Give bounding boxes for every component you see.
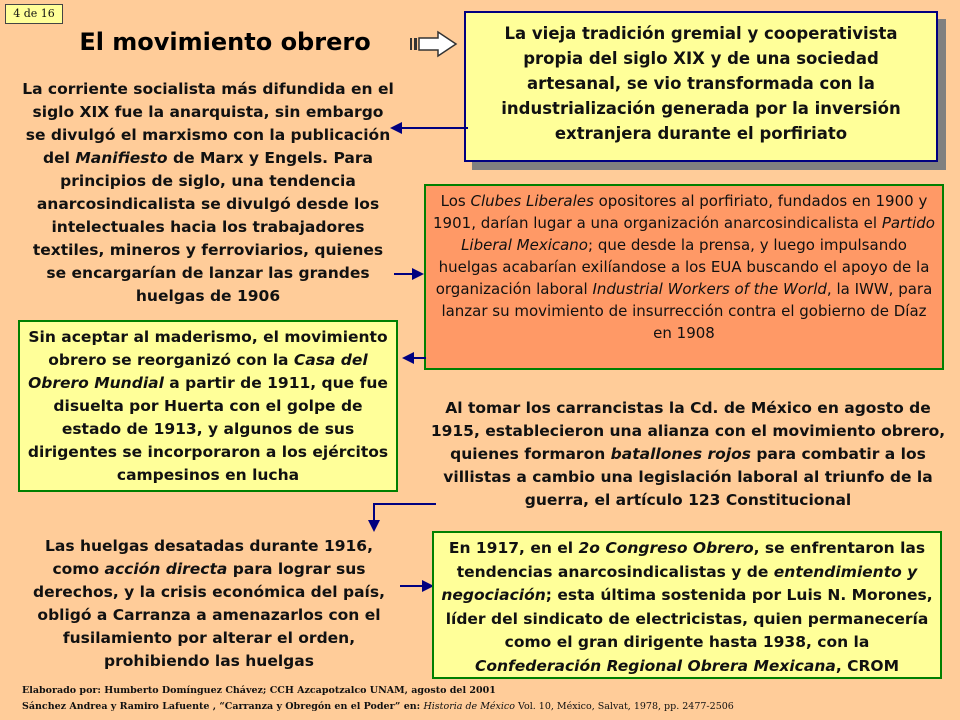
text-part: , CROM	[835, 656, 900, 675]
carrancistas-alliance-text	[428, 397, 948, 512]
arrow-down-icon	[360, 496, 440, 536]
arrow-left-icon	[388, 116, 470, 140]
text-italic: Historia de México	[423, 701, 515, 712]
text-part: En 1917, en el	[448, 539, 579, 557]
page-title: El movimiento obrero	[79, 28, 371, 56]
lead-box: La vieja tradición gremial y cooperativista propia del siglo XIX y de una sociedad artesanal, se vio transformada con la industrialización generada por la inversión extranjera durante el porfiriato	[464, 11, 938, 162]
text-part: Las huelgas desatadas durante 1916, como	[45, 537, 373, 578]
text-part: a partir de 1911, que fue disuelta por Huerta con el golpe de estado de 1913, y algunos de sus dirigentes se incorporaron a los ejércitos campesinos en lucha	[27, 374, 389, 484]
arrow-right-icon	[392, 262, 426, 286]
text-part: ; que desde la prensa, y luego impulsando huelgas acabarían exilíandose a los EUA buscando el apoyo de la organización laboral	[435, 236, 930, 298]
text-part: opositores al porfiriato, fundados en 1900 y 1901, darían lugar a una organización anarcosindicalista el	[433, 192, 928, 232]
text-part: para combatir a los villistas a cambio una legislación laboral al triunfo de la guerra, el artículo 123 Constitucional	[443, 445, 933, 509]
text-italic: entendimiento y negociación	[441, 562, 918, 604]
text-part: Vol. 10, México, Salvat, 1978, pp. 2477-2506	[514, 701, 734, 712]
text-part: para lograr sus derechos, y la crisis económica del país, obligó a Carranza a amenazarlos con el fusilamiento por alterar el orden, prohibiendo las huelgas	[33, 560, 385, 670]
text-part: Sánchez Andrea y Ramiro Lafuente , “Carranza y Obregón en el Poder” en:	[22, 701, 424, 712]
page-counter-badge: 4 de 16	[5, 4, 63, 24]
casa-obrero-box	[18, 320, 398, 492]
text-part: , la IWW, para lanzar su movimiento de insurrección contra el gobierno de Díaz en 1908	[441, 280, 933, 342]
footer-credit: Elaborado por: Humberto Domínguez Chávez; CCH Azcapotzalco UNAM, agosto del 2001	[22, 685, 496, 696]
footer-reference	[22, 700, 734, 714]
text-italic: Manifiesto	[75, 149, 168, 167]
text-italic: Partido Liberal Mexicano	[461, 214, 935, 254]
strikes-1916-text	[22, 535, 396, 673]
striped-arrow-icon	[408, 28, 460, 60]
text-italic: Casa del Obrero Mundial	[28, 351, 368, 392]
text-italic: Clubes Liberales	[470, 192, 594, 210]
text-part: Los	[440, 192, 471, 210]
congress-1917-box	[432, 531, 942, 679]
text-italic: batallones rojos	[610, 445, 752, 463]
arrow-left-icon	[400, 346, 428, 370]
text-part: Sin aceptar al maderismo, el movimiento obrero se reorganizó con la	[28, 328, 388, 369]
text-italic: 2o Congreso Obrero	[578, 539, 754, 557]
socialist-current-text	[22, 78, 394, 308]
text-part: La corriente socialista más difundida en el siglo XIX fue la anarquista, sin embargo se divulgó el marxismo con la publicación del	[22, 80, 394, 167]
text-italic: Industrial Workers of the World	[592, 280, 827, 298]
text-part: ; esta última sostenida por Luis N. Morones, líder del sindicato de electricistas, quien permanecería como el gran dirigente hasta 1938, con la	[445, 586, 933, 651]
text-part: , se enfrentaron las tendencias anarcosindicalistas y de	[456, 539, 926, 581]
text-part: Al tomar los carrancistas la Cd. de México en agosto de 1915, establecieron una alianza con el movimiento obrero, quienes formaron	[430, 399, 946, 463]
text-italic: Confederación Regional Obrera Mexicana	[474, 656, 836, 675]
text-italic: acción directa	[104, 560, 228, 578]
liberal-clubs-box	[424, 184, 944, 370]
text-part: de Marx y Engels. Para principios de siglo, una tendencia anarcosindicalista se divulgó desde los intelectuales hacia los trabajadores textiles, mineros y ferroviarios, quienes se encargarían de lanzar las grandes huelgas de 1906	[32, 149, 384, 305]
